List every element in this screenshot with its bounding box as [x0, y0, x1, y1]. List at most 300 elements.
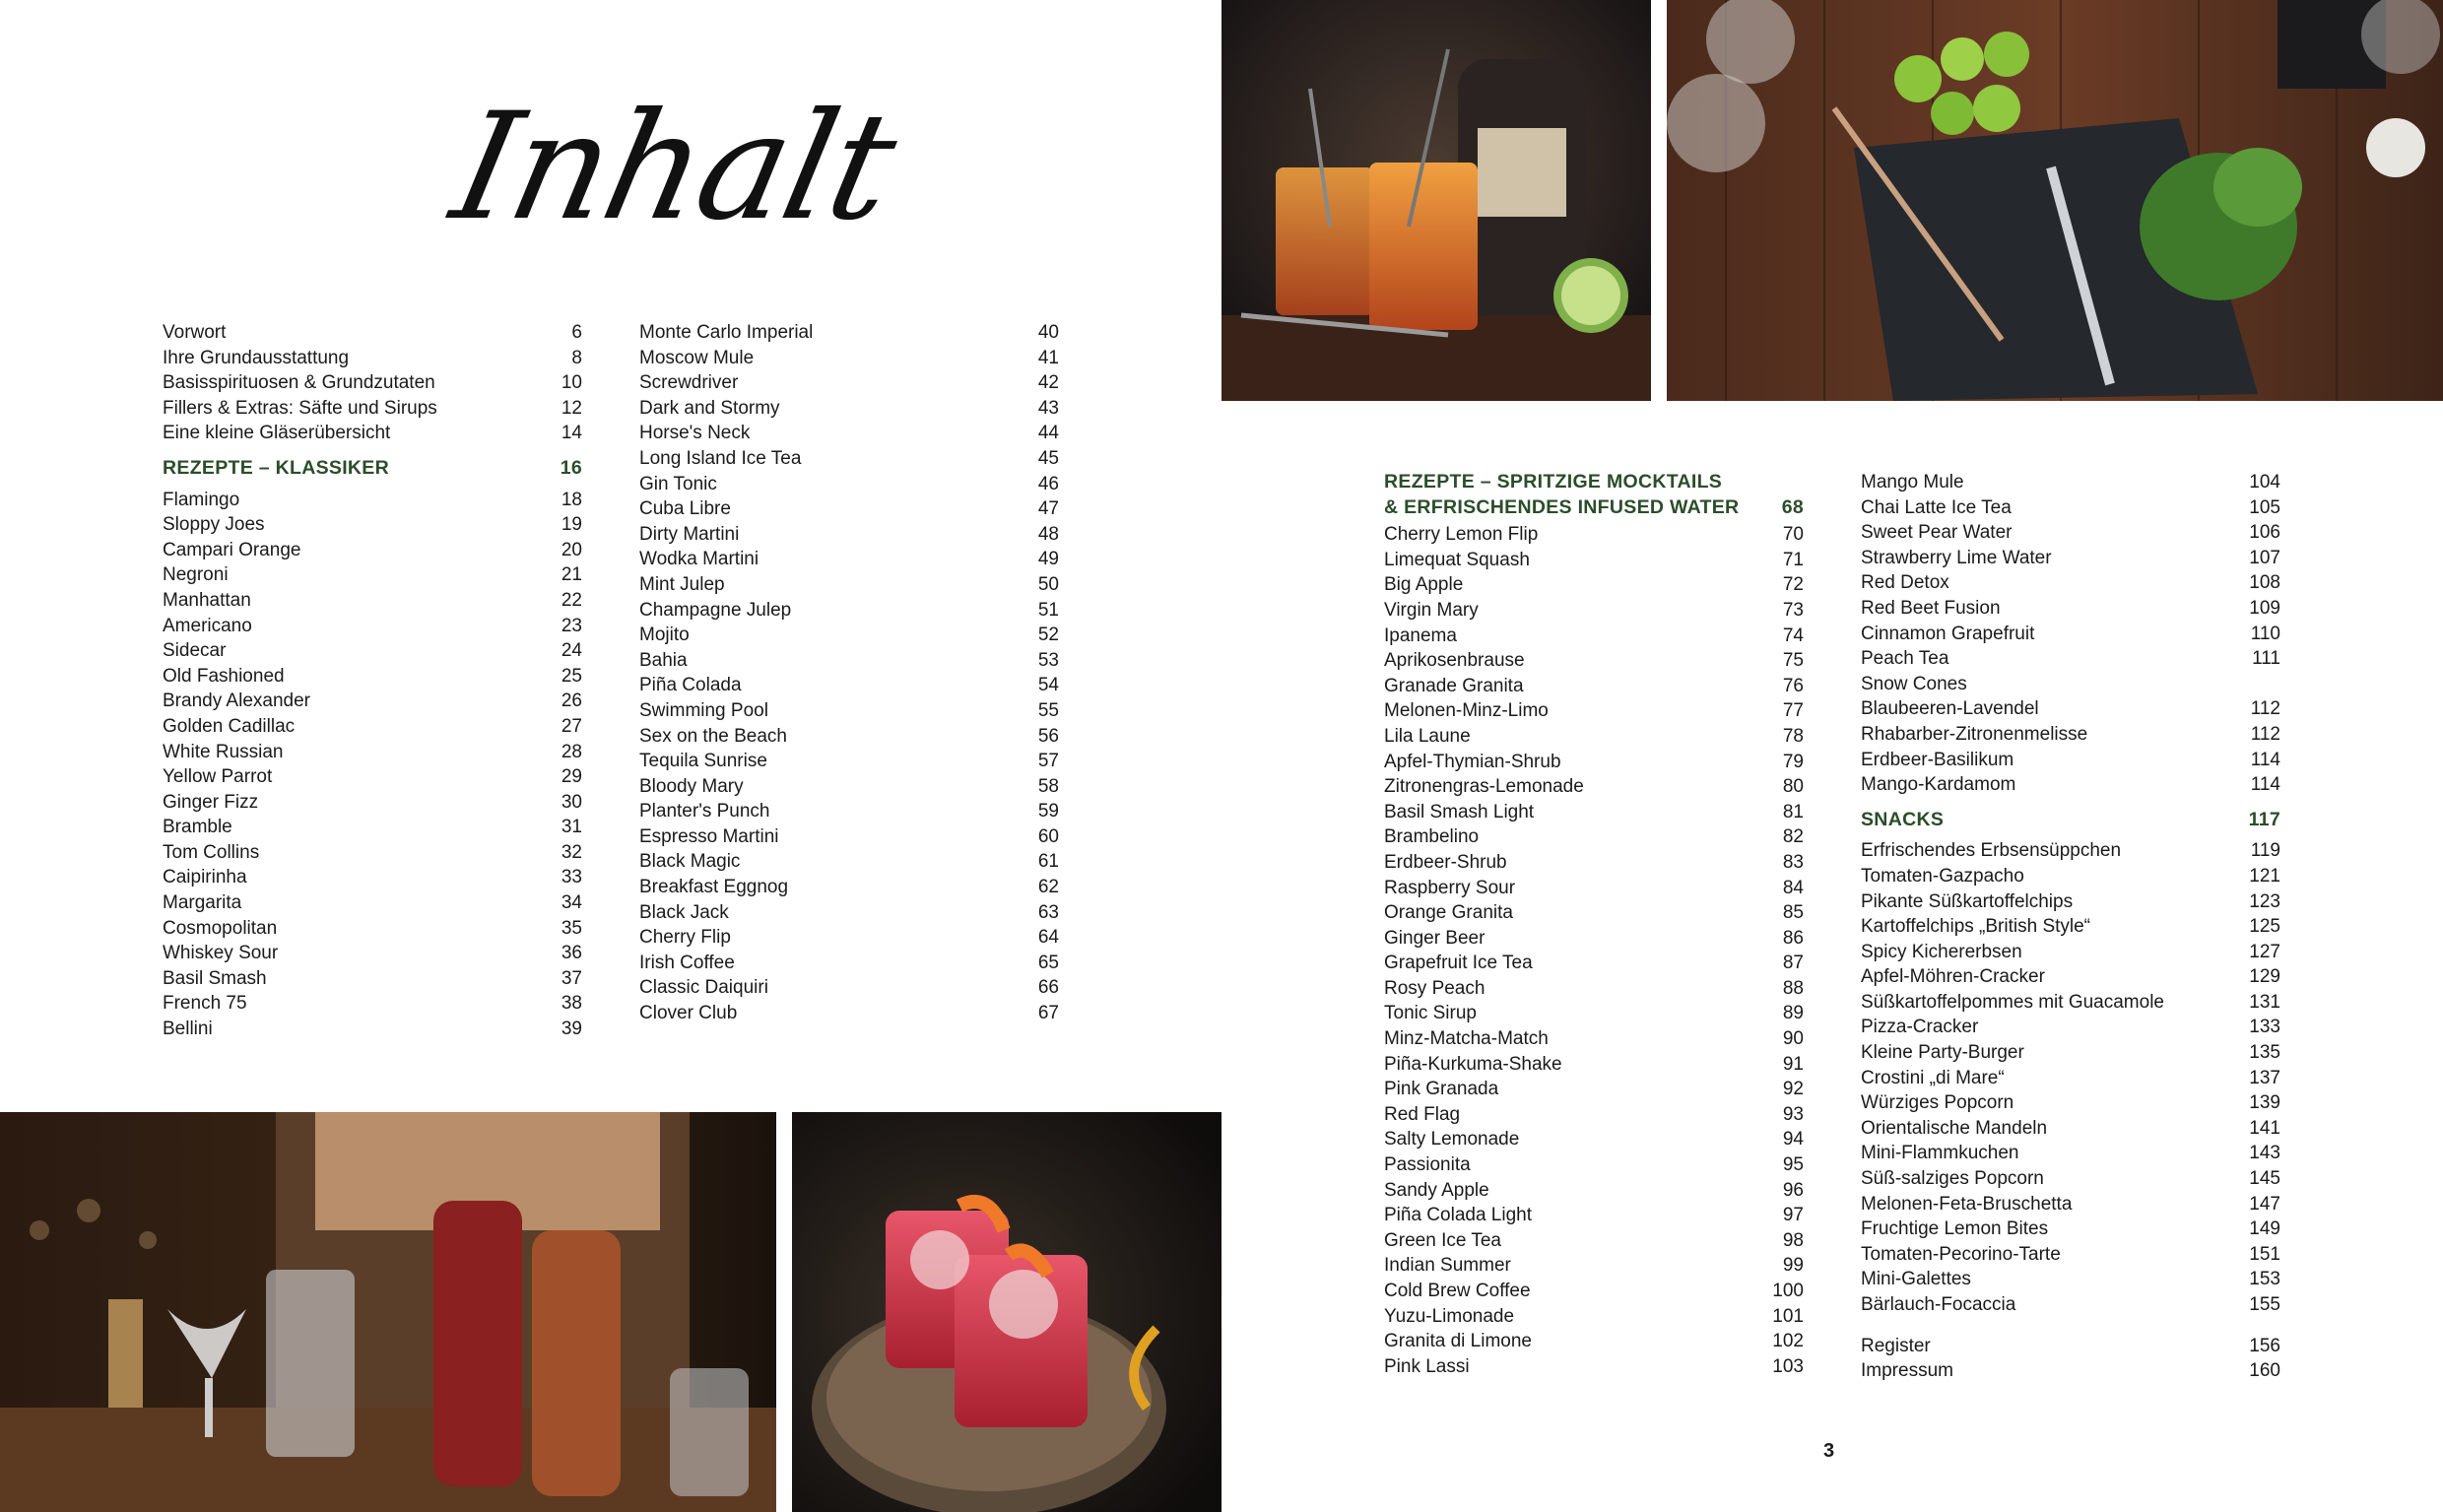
- toc-entry-page: 105: [2249, 496, 2280, 518]
- toc-entry-page: 27: [561, 715, 582, 737]
- toc-entry: [1384, 1178, 1804, 1204]
- toc-entry-label: Campari Orange: [163, 539, 301, 560]
- toc-entry-label: Sidecar: [163, 640, 227, 662]
- toc-entry-page: 123: [2249, 890, 2280, 912]
- toc-entry-label: Breakfast Eggnog: [639, 877, 789, 898]
- toc-entry-page: 76: [1782, 675, 1804, 696]
- toc-entry-label: Eine kleine Gläserübersicht: [163, 423, 391, 444]
- toc-entry: [1861, 1192, 2280, 1217]
- toc-entry-page: 107: [2249, 547, 2280, 568]
- toc-entry-label: Bloody Mary: [639, 775, 744, 797]
- toc-entry-label: Apfel-Möhren-Cracker: [1861, 966, 2045, 988]
- toc-entry: [1861, 1116, 2280, 1142]
- toc-entry-label: Cinnamon Grapefruit: [1861, 623, 2035, 644]
- toc-entry-page: 33: [561, 867, 582, 888]
- toc-entry-page: 60: [1037, 825, 1059, 847]
- toc-entry: [1861, 1141, 2280, 1166]
- toc-entry: [163, 614, 582, 639]
- toc-entry-label: Ginger Beer: [1384, 927, 1486, 949]
- toc-entry: [1384, 724, 1804, 750]
- toc-entry-page: 40: [1037, 322, 1059, 343]
- toc-entry-page: 119: [2250, 840, 2280, 862]
- toc-entry-page: 104: [2249, 472, 2280, 493]
- toc-entry-page: 61: [1037, 851, 1059, 873]
- toc-entry-label: Bärlauch-Focaccia: [1861, 1294, 2016, 1315]
- toc-entry-label: Margarita: [163, 892, 242, 914]
- toc-entry: [1861, 772, 2280, 798]
- toc-entry-label: Cherry Flip: [639, 927, 731, 949]
- toc-entry-page: 31: [561, 817, 582, 838]
- toc-entry-label: Ipanema: [1384, 625, 1457, 646]
- toc-entry-page: 74: [1782, 625, 1804, 646]
- toc-entry-page: 145: [2249, 1168, 2280, 1190]
- toc-column-2: [639, 320, 1059, 1026]
- toc-column-4: [1861, 470, 2280, 1384]
- toc-entry-label: Basil Smash Light: [1384, 801, 1535, 822]
- section-heading: [1384, 495, 1804, 521]
- toc-entry: [639, 900, 1059, 926]
- toc-entry-label: Americano: [163, 615, 252, 636]
- toc-entry-label: Raspberry Sour: [1384, 877, 1516, 898]
- toc-entry: [1384, 1203, 1804, 1228]
- toc-entry-label: Rosy Peach: [1384, 977, 1486, 999]
- toc-entry-page: 32: [561, 841, 582, 863]
- toc-entry-label: Tom Collins: [163, 841, 260, 863]
- toc-entry: [1861, 672, 2280, 697]
- toc-entry-label: Kleine Party-Burger: [1861, 1042, 2024, 1064]
- toc-entry-page: 45: [1037, 447, 1059, 469]
- toc-entry: [1861, 748, 2280, 773]
- toc-entry-label: Register: [1861, 1335, 1931, 1356]
- toc-entry-page: 90: [1782, 1028, 1804, 1050]
- toc-entry: [1384, 548, 1804, 573]
- toc-entry-label: Grapefruit Ice Tea: [1384, 953, 1533, 974]
- toc-entry-label: Mango Mule: [1861, 472, 1964, 493]
- toc-entry-label: Erdbeer-Basilikum: [1861, 749, 2014, 770]
- toc-entry-label: Erfrischendes Erbsensüppchen: [1861, 840, 2122, 862]
- toc-entry: [639, 623, 1059, 648]
- toc-entry-label: Chai Latte Ice Tea: [1861, 496, 2012, 518]
- toc-entry-page: 108: [2249, 572, 2280, 594]
- toc-entry: [163, 320, 582, 346]
- toc-entry-page: 127: [2249, 941, 2280, 962]
- toc-entry-label: Old Fashioned: [163, 665, 285, 687]
- toc-entry: [1861, 1292, 2280, 1318]
- toc-entry-page: 23: [561, 615, 582, 636]
- toc-entry-label: Ginger Fizz: [163, 791, 259, 813]
- toc-entry-label: Bellini: [163, 1019, 213, 1040]
- toc-entry-page: 143: [2249, 1143, 2280, 1164]
- toc-entry: [163, 512, 582, 538]
- toc-entry: [639, 370, 1059, 396]
- section-heading-label: REZEPTE – KLASSIKER: [163, 456, 389, 479]
- toc-entry-page: 65: [1037, 952, 1059, 973]
- toc-entry: [1861, 914, 2280, 940]
- toc-entry: [1861, 1267, 2280, 1292]
- toc-entry: [639, 346, 1059, 371]
- toc-entry: [1384, 976, 1804, 1002]
- toc-entry-label: Yellow Parrot: [163, 766, 273, 788]
- toc-entry: [163, 966, 582, 992]
- toc-entry-label: Pikante Süßkartoffelchips: [1861, 890, 2074, 912]
- toc-entry-label: Granade Granita: [1384, 675, 1524, 696]
- toc-entry-label: Basil Smash: [163, 967, 267, 989]
- toc-entry: [639, 522, 1059, 548]
- toc-entry-page: 72: [1782, 574, 1804, 596]
- toc-entry: [1861, 1066, 2280, 1091]
- toc-entry-page: 131: [2249, 991, 2280, 1013]
- toc-entry: [1384, 1253, 1804, 1279]
- toc-entry: [163, 488, 582, 513]
- toc-entry-label: Rhabarber-Zitronenmelisse: [1861, 723, 2088, 745]
- toc-entry-page: 63: [1037, 901, 1059, 923]
- toc-entry-page: 129: [2249, 966, 2280, 988]
- toc-entry: [1861, 722, 2280, 748]
- toc-entry: [1861, 1334, 2280, 1359]
- toc-entry-page: 48: [1037, 523, 1059, 545]
- toc-entry-page: 39: [561, 1019, 582, 1040]
- toc-entry-page: 62: [1037, 877, 1059, 898]
- toc-entry-page: 84: [1782, 877, 1804, 898]
- toc-entry-label: Planter's Punch: [639, 801, 770, 822]
- toc-entry-page: 78: [1782, 725, 1804, 747]
- toc-entry: [1861, 1015, 2280, 1040]
- toc-entry: [163, 562, 582, 588]
- toc-entry-label: Green Ice Tea: [1384, 1229, 1502, 1251]
- toc-entry-page: 86: [1782, 927, 1804, 949]
- toc-entry: [1384, 1001, 1804, 1026]
- toc-entry-label: Irish Coffee: [639, 952, 735, 973]
- toc-entry: [1384, 1026, 1804, 1052]
- toc-entry-label: Clover Club: [639, 1003, 738, 1024]
- toc-entry: [639, 472, 1059, 497]
- section-heading: [163, 456, 582, 482]
- page-title: Inhalt: [439, 82, 908, 253]
- toc-entry: [1384, 522, 1804, 548]
- toc-entry-label: Minz-Matcha-Match: [1384, 1028, 1549, 1050]
- toc-entry-page: 125: [2249, 916, 2280, 938]
- toc-entry-page: 77: [1782, 700, 1804, 722]
- toc-entry-label: Champagne Julep: [639, 599, 792, 621]
- toc-entry-page: 139: [2249, 1092, 2280, 1114]
- toc-entry: [1861, 838, 2280, 864]
- toc-entry-page: 89: [1782, 1003, 1804, 1024]
- toc-entry: [1861, 520, 2280, 546]
- toc-entry: [163, 588, 582, 614]
- toc-entry: [1861, 646, 2280, 672]
- toc-entry-page: 102: [1772, 1331, 1804, 1352]
- toc-entry: [1384, 774, 1804, 800]
- toc-entry: [163, 1017, 582, 1042]
- toc-entry: [1861, 1166, 2280, 1192]
- toc-entry-label: Fillers & Extras: Säfte und Sirups: [163, 397, 437, 419]
- toc-entry-page: 20: [561, 539, 582, 560]
- toc-entry-label: Whiskey Sour: [163, 943, 279, 964]
- toc-entry-label: Piña Colada: [639, 675, 742, 696]
- toc-entry-page: 66: [1037, 977, 1059, 999]
- toc-entry-page: 91: [1782, 1053, 1804, 1075]
- toc-entry: [163, 916, 582, 942]
- toc-entry-label: Melonen-Minz-Limo: [1384, 700, 1549, 722]
- toc-entry-page: 135: [2249, 1042, 2280, 1064]
- toc-entry-label: Passionita: [1384, 1154, 1471, 1176]
- toc-entry: [1861, 495, 2280, 521]
- toc-entry-page: 64: [1037, 927, 1059, 949]
- toc-entry-page: 82: [1782, 826, 1804, 848]
- toc-entry-page: 98: [1782, 1229, 1804, 1251]
- section-heading-label: REZEPTE – SPRITZIGE MOCKTAILS: [1384, 471, 1723, 493]
- toc-entry-page: 28: [561, 741, 582, 762]
- toc-entry: [1861, 1358, 2280, 1384]
- toc-entry-label: White Russian: [163, 741, 284, 762]
- toc-entry-page: 12: [561, 397, 582, 419]
- toc-entry-page: 57: [1037, 751, 1059, 772]
- toc-entry-label: Kartoffelchips „British Style“: [1861, 916, 2091, 938]
- toc-entry: [1861, 470, 2280, 495]
- toc-entry-label: Cuba Libre: [639, 498, 731, 520]
- toc-entry: [1384, 1304, 1804, 1330]
- toc-entry-label: Piña Colada Light: [1384, 1205, 1532, 1226]
- toc-entry-label: Pizza-Cracker: [1861, 1017, 1979, 1038]
- toc-entry-page: 71: [1782, 549, 1804, 570]
- toc-entry-label: Espresso Martini: [639, 825, 779, 847]
- toc-entry: [639, 598, 1059, 624]
- toc-entry: [1384, 674, 1804, 699]
- toc-entry-label: Würziges Popcorn: [1861, 1092, 2014, 1114]
- toc-entry-page: 59: [1037, 801, 1059, 822]
- toc-entry: [1861, 1090, 2280, 1116]
- toc-entry: [163, 421, 582, 446]
- toc-entry-page: 41: [1037, 347, 1059, 368]
- toc-entry-page: 73: [1782, 599, 1804, 621]
- section-heading-label: SNACKS: [1861, 808, 1945, 830]
- toc-entry-label: Flamingo: [163, 489, 240, 510]
- toc-entry-label: Swimming Pool: [639, 699, 768, 721]
- toc-entry-label: Melonen-Feta-Bruschetta: [1861, 1193, 2073, 1215]
- toc-entry-label: Gin Tonic: [639, 473, 717, 494]
- toc-entry-page: 112: [2250, 698, 2280, 720]
- toc-entry-page: 36: [561, 943, 582, 964]
- toc-entry: [163, 689, 582, 714]
- toc-entry: [1384, 824, 1804, 850]
- toc-entry: [639, 673, 1059, 698]
- toc-entry-page: 42: [1037, 372, 1059, 394]
- toc-entry: [1861, 622, 2280, 647]
- toc-entry-label: Dirty Martini: [639, 523, 740, 545]
- toc-entry: [639, 648, 1059, 674]
- toc-entry-label: Süßkartoffelpommes mit Guacamole: [1861, 991, 2164, 1013]
- toc-entry-page: 87: [1782, 953, 1804, 974]
- toc-entry-page: 25: [561, 665, 582, 687]
- toc-entry-label: Horse's Neck: [639, 423, 751, 444]
- toc-entry: [163, 370, 582, 396]
- toc-entry-page: 137: [2249, 1067, 2280, 1088]
- toc-entry-label: Black Magic: [639, 851, 741, 873]
- toc-entry: [1861, 964, 2280, 990]
- toc-entry-label: Mojito: [639, 625, 690, 646]
- toc-entry: [639, 698, 1059, 724]
- toc-entry: [639, 446, 1059, 472]
- toc-entry-page: 53: [1037, 649, 1059, 671]
- toc-entry: [1861, 596, 2280, 622]
- toc-entry-page: 43: [1037, 397, 1059, 419]
- toc-entry-label: Big Apple: [1384, 574, 1464, 596]
- toc-entry-label: Pink Lassi: [1384, 1355, 1470, 1377]
- toc-entry-label: Limequat Squash: [1384, 549, 1530, 570]
- toc-entry: [163, 714, 582, 740]
- toc-column-3: [1384, 470, 1804, 1379]
- toc-entry: [639, 547, 1059, 572]
- toc-entry-page: 55: [1037, 699, 1059, 721]
- toc-entry: [1384, 1102, 1804, 1128]
- toc-entry: [1384, 876, 1804, 901]
- toc-entry-page: 14: [561, 423, 582, 444]
- toc-entry-label: Wodka Martini: [639, 549, 759, 570]
- toc-entry-page: 38: [561, 993, 582, 1015]
- toc-entry-page: 35: [561, 917, 582, 939]
- section-heading: [1861, 808, 2280, 833]
- toc-entry-page: 110: [2250, 623, 2280, 644]
- bar-tools-limes-photo: [1667, 0, 2443, 401]
- toc-entry-label: Impressum: [1861, 1360, 1953, 1382]
- toc-entry-page: 111: [2252, 648, 2280, 670]
- toc-entry-page: 133: [2249, 1017, 2280, 1038]
- toc-entry: [639, 396, 1059, 422]
- toc-entry-page: 34: [561, 892, 582, 914]
- toc-entry-page: 99: [1782, 1255, 1804, 1277]
- toc-entry-label: Red Detox: [1861, 572, 1949, 594]
- toc-entry-page: 106: [2249, 522, 2280, 544]
- toc-entry: [639, 320, 1059, 346]
- toc-entry: [1861, 1216, 2280, 1242]
- toc-entry-page: 8: [571, 347, 582, 368]
- toc-entry: [1384, 1052, 1804, 1078]
- toc-entry: [639, 975, 1059, 1001]
- toc-entry-page: 95: [1782, 1154, 1804, 1176]
- toc-entry-page: 6: [571, 322, 582, 343]
- toc-entry-label: Pink Granada: [1384, 1079, 1499, 1100]
- toc-entry-page: 67: [1037, 1003, 1059, 1024]
- toc-entry-label: French 75: [163, 993, 247, 1015]
- toc-entry: [1384, 800, 1804, 825]
- toc-entry-page: 50: [1037, 573, 1059, 595]
- toc-entry: [1861, 864, 2280, 889]
- toc-entry-label: Negroni: [163, 564, 229, 586]
- toc-entry-page: 100: [1772, 1281, 1804, 1301]
- toc-entry-page: 54: [1037, 675, 1059, 696]
- toc-entry-page: 109: [2249, 597, 2280, 619]
- toc-entry-label: Piña-Kurkuma-Shake: [1384, 1053, 1562, 1075]
- toc-entry: [163, 346, 582, 371]
- toc-entry-label: Süß-salziges Popcorn: [1861, 1168, 2044, 1190]
- toc-entry-page: 155: [2249, 1294, 2280, 1315]
- toc-entry: [1384, 598, 1804, 624]
- toc-entry: [1384, 624, 1804, 649]
- toc-entry: [163, 840, 582, 866]
- toc-entry: [1384, 951, 1804, 976]
- toc-entry-page: 147: [2249, 1193, 2280, 1215]
- toc-entry: [1384, 1077, 1804, 1102]
- toc-entry-page: 29: [561, 766, 582, 788]
- toc-entry-label: Cosmopolitan: [163, 917, 278, 939]
- toc-entry-page: 79: [1782, 751, 1804, 772]
- section-heading: [1384, 470, 1804, 495]
- toc-entry: [163, 664, 582, 690]
- toc-entry-page: 80: [1782, 776, 1804, 798]
- toc-entry: [639, 724, 1059, 750]
- toc-entry-label: Screwdriver: [639, 372, 739, 394]
- toc-entry: [639, 799, 1059, 824]
- toc-entry-label: Peach Tea: [1861, 648, 1949, 670]
- toc-entry-label: Blaubeeren-Lavendel: [1861, 698, 2039, 720]
- toc-entry-label: Erdbeer-Shrub: [1384, 851, 1507, 873]
- toc-entry-label: Brambelino: [1384, 826, 1480, 848]
- toc-entry-page: 56: [1037, 725, 1059, 747]
- toc-entry: [639, 951, 1059, 976]
- toc-entry-page: 160: [2249, 1360, 2280, 1382]
- toc-entry-label: Bramble: [163, 817, 232, 838]
- toc-entry-label: Brandy Alexander: [163, 690, 310, 712]
- toc-entry: [1384, 750, 1804, 775]
- toc-entry-label: Spicy Kichererbsen: [1861, 941, 2022, 962]
- toc-entry-page: 96: [1782, 1179, 1804, 1201]
- toc-entry-label: Manhattan: [163, 589, 251, 611]
- toc-entry-page: 49: [1037, 549, 1059, 570]
- toc-entry: [639, 749, 1059, 774]
- toc-entry-page: 47: [1037, 498, 1059, 520]
- toc-entry: [1861, 1040, 2280, 1066]
- toc-entry-label: Monte Carlo Imperial: [639, 322, 814, 343]
- toc-entry-label: Red Beet Fusion: [1861, 597, 2001, 619]
- toc-entry-label: Yuzu-Limonade: [1384, 1305, 1515, 1327]
- toc-entry-label: Basisspirituosen & Grundzutaten: [163, 372, 435, 394]
- toc-entry-label: Cold Brew Coffee: [1384, 1281, 1531, 1301]
- toc-entry: [639, 496, 1059, 522]
- section-heading-page: 68: [1781, 495, 1804, 518]
- toc-entry: [639, 875, 1059, 900]
- toc-entry: [1384, 648, 1804, 674]
- toc-entry-label: Indian Summer: [1384, 1255, 1511, 1277]
- toc-entry-label: Fruchtige Lemon Bites: [1861, 1218, 2049, 1240]
- toc-entry: [163, 815, 582, 840]
- toc-entry: [639, 1001, 1059, 1026]
- section-heading-page: 117: [2248, 808, 2280, 830]
- toc-entry-page: 30: [561, 791, 582, 813]
- red-cocktails-photo: [792, 1112, 1222, 1512]
- toc-entry-page: 97: [1782, 1205, 1804, 1226]
- toc-entry-page: 51: [1037, 599, 1059, 621]
- toc-entry: [1384, 900, 1804, 926]
- toc-entry-page: 114: [2250, 749, 2280, 770]
- toc-entry: [163, 865, 582, 890]
- toc-entry: [1861, 940, 2280, 965]
- toc-entry-page: 70: [1782, 524, 1804, 546]
- toc-entry-label: Bahia: [639, 649, 688, 671]
- toc-entry: [1384, 926, 1804, 952]
- toc-entry-page: 153: [2249, 1269, 2280, 1290]
- toc-entry-page: 88: [1782, 977, 1804, 999]
- toc-entry-page: 58: [1037, 775, 1059, 797]
- toc-entry: [163, 790, 582, 816]
- toc-entry: [639, 849, 1059, 875]
- toc-entry-label: Strawberry Lime Water: [1861, 547, 2052, 568]
- toc-entry-label: Mango-Kardamom: [1861, 774, 2016, 796]
- toc-entry-label: Salty Lemonade: [1384, 1129, 1520, 1150]
- toc-entry-label: Dark and Stormy: [639, 397, 780, 419]
- toc-entry: [1384, 698, 1804, 724]
- toc-entry-page: 141: [2249, 1117, 2280, 1139]
- toc-entry-label: Zitronengras-Lemonade: [1384, 776, 1584, 798]
